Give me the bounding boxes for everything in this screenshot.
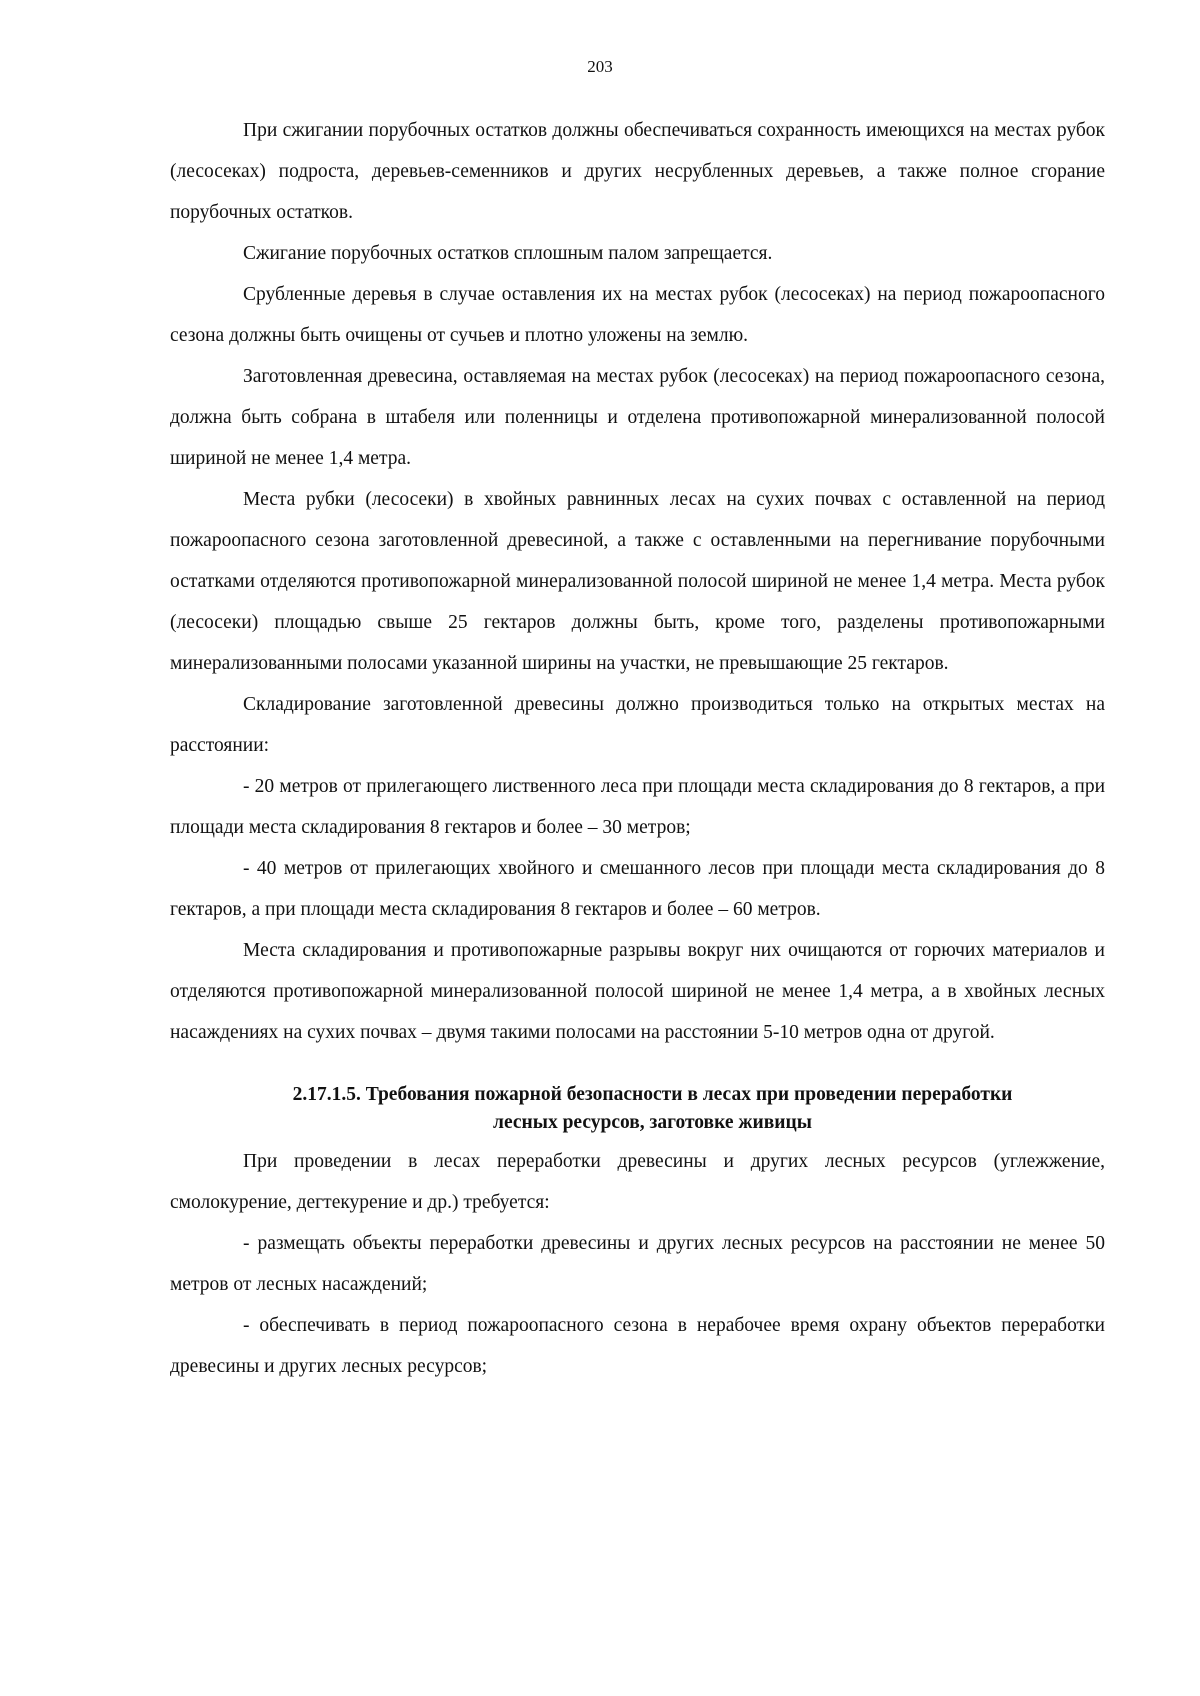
paragraph: Места складирования и противопожарные разрывы вокруг них очищаются от горючих материалов и отделяются противопожарной минерализованной полосой шириной не менее 1,4 метра, а в хвойных лесных насаждениях на сухих почвах – двумя такими полосами на расстоянии 5-10 метров одна от другой. — [170, 940, 1105, 1043]
paragraph: Заготовленная древесина, оставляемая на местах рубок (лесосеках) на период пожароопасного сезона, должна быть собрана в штабеля или поленницы и отделена противопожарной минерализованной полосой шириной не менее 1,4 метра. — [170, 366, 1105, 469]
document-body — [170, 110, 1105, 1387]
paragraph: Сжигание порубочных остатков сплошным палом запрещается. — [243, 243, 773, 264]
section-heading-line-2: лесных ресурсов, заготовке живицы — [493, 1112, 812, 1133]
paragraph: При проведении в лесах переработки древесины и других лесных ресурсов (углежжение, смолокурение, дегтекурение и др.) требуется: — [170, 1151, 1105, 1213]
list-item: - 40 метров от прилегающих хвойного и смешанного лесов при площади места складирования до 8 гектаров, а при площади места складирования 8 гектаров и более – 60 метров. — [170, 858, 1105, 920]
section-heading — [170, 1081, 1105, 1137]
paragraph: Срубленные деревья в случае оставления их на местах рубок (лесосеках) на период пожароопасного сезона должны быть очищены от сучьев и плотно уложены на землю. — [170, 284, 1105, 346]
section-heading-line-1: 2.17.1.5. Требования пожарной безопасности в лесах при проведении переработки — [292, 1084, 1013, 1105]
paragraph: Места рубки (лесосеки) в хвойных равнинных лесах на сухих почвах с оставленной на период пожароопасного сезона заготовленной древесиной, а также с оставленными на перегнивание порубочными остатками отделяются противопожарной минерализованной полосой шириной не менее 1,4 метра. Места рубок (лесосеки) площадью свыше 25 гектаров должны быть, кроме того, разделены противопожарными минерализованными полосами указанной ширины на участки, не превышающие 25 гектаров. — [170, 489, 1105, 674]
paragraph: Складирование заготовленной древесины должно производиться только на открытых местах на расстоянии: — [170, 694, 1105, 756]
list-item: - обеспечивать в период пожароопасного сезона в нерабочее время охрану объектов переработки древесины и других лесных ресурсов; — [170, 1315, 1105, 1377]
paragraph: При сжигании порубочных остатков должны обеспечиваться сохранность имеющихся на местах рубок (лесосеках) подроста, деревьев-семенников и других несрубленных деревьев, а также полное сгорание порубочных остатков. — [170, 120, 1105, 223]
page-number: 203 — [587, 57, 613, 76]
list-item: - размещать объекты переработки древесины и других лесных ресурсов на расстоянии не менее 50 метров от лесных насаждений; — [170, 1233, 1105, 1295]
list-item: - 20 метров от прилегающего лиственного леса при площади места складирования до 8 гектаров, а при площади места складирования 8 гектаров и более – 30 метров; — [170, 776, 1105, 838]
